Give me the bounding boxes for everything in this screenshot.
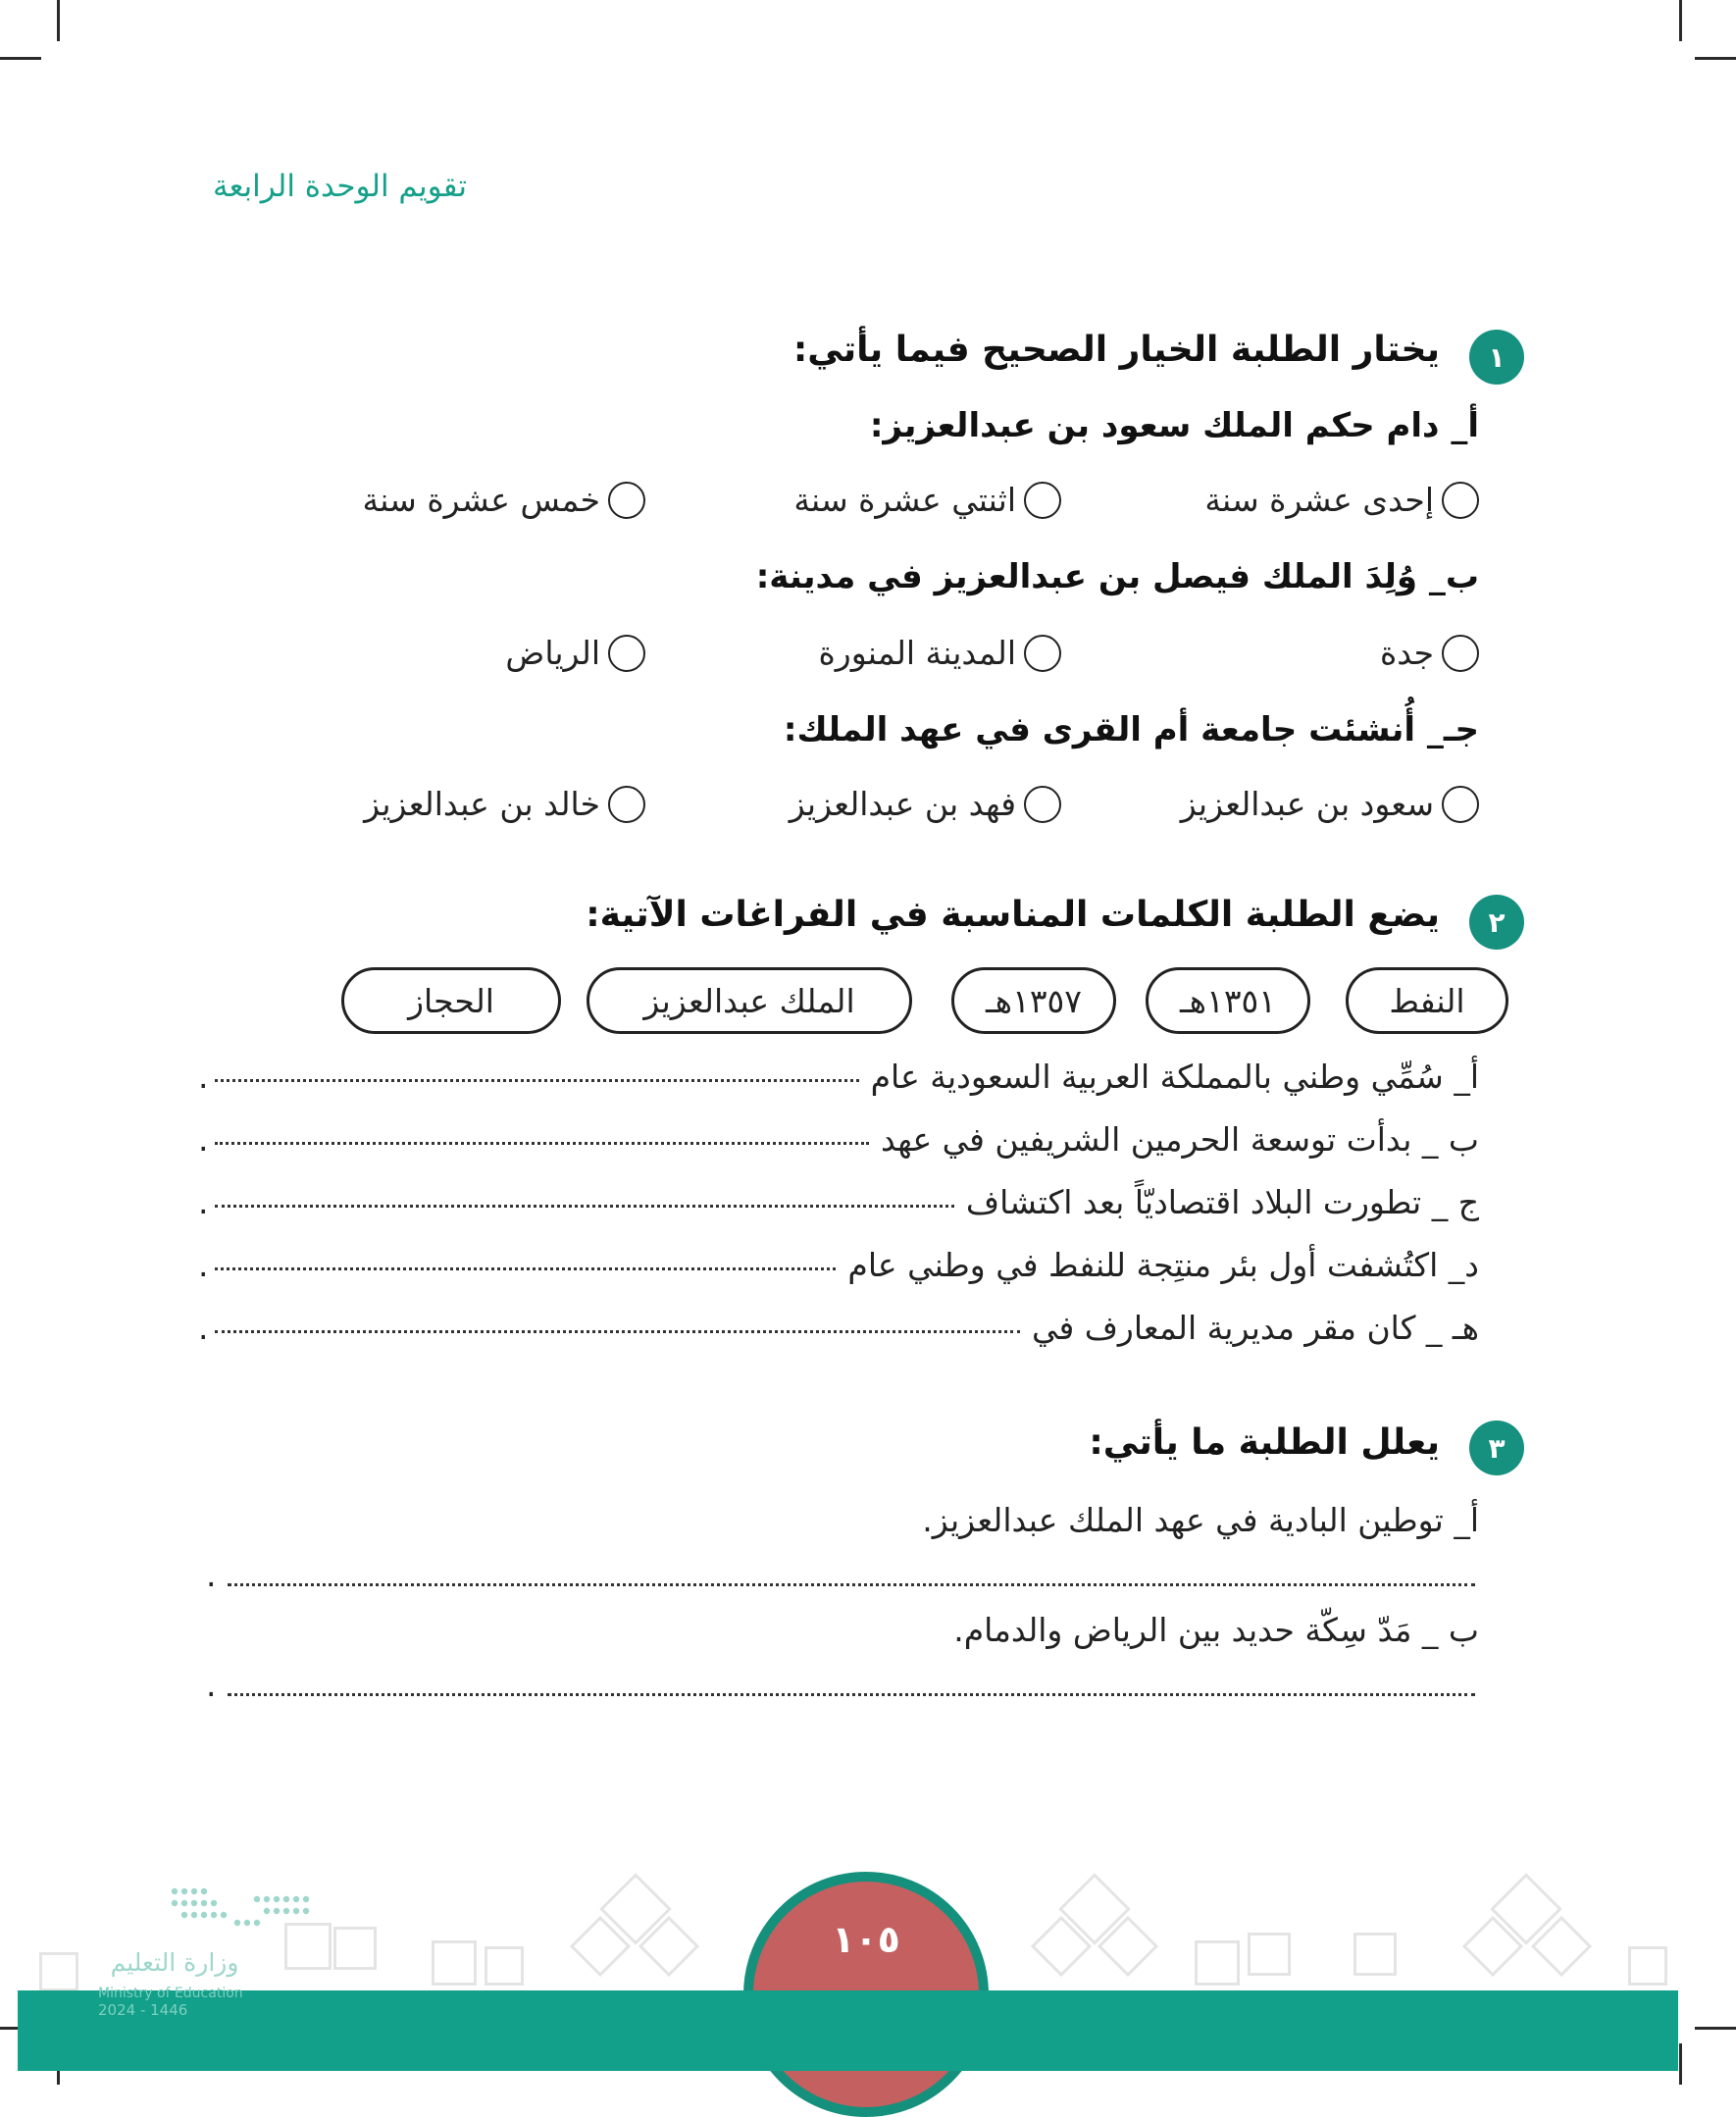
- radio-circle-icon[interactable]: [1024, 635, 1061, 672]
- radio-circle-icon[interactable]: [1024, 482, 1061, 519]
- radio-circle-icon[interactable]: [608, 482, 645, 519]
- answer-line[interactable]: [228, 1583, 1475, 1586]
- option-label: فهد بن عبدالعزيز: [789, 785, 1016, 823]
- fill-blank-b: [198, 1120, 1479, 1159]
- q1b-option-3[interactable]: [505, 634, 645, 672]
- ministry-name-ar: وزارة التعليم: [110, 1948, 239, 1977]
- answer-blank[interactable]: [215, 1142, 869, 1145]
- radio-circle-icon[interactable]: [1442, 482, 1479, 519]
- word-chip[interactable]: النفط: [1346, 967, 1508, 1034]
- end-mark: .: [198, 1309, 209, 1347]
- edition-year: 2024 - 1446: [98, 2001, 188, 2019]
- sentence-text: ب _ بدأت توسعة الحرمين الشريفين في عهد: [880, 1120, 1479, 1159]
- option-label: إحدى عشرة سنة: [1204, 481, 1434, 519]
- ministry-logo-icon: [169, 1884, 318, 1933]
- q1a-option-1[interactable]: [1204, 481, 1479, 519]
- fill-blank-e: [198, 1309, 1479, 1347]
- answer-line[interactable]: [228, 1693, 1475, 1696]
- end-mark: .: [206, 1666, 217, 1704]
- fill-blank-a: [198, 1058, 1479, 1096]
- crop-mark: [1679, 0, 1682, 41]
- question-1-title: يختار الطلبة الخيار الصحيح فيما يأتي:: [792, 330, 1440, 370]
- radio-circle-icon[interactable]: [608, 635, 645, 672]
- answer-blank[interactable]: [215, 1205, 954, 1208]
- radio-circle-icon[interactable]: [1024, 786, 1061, 823]
- word-chip[interactable]: الملك عبدالعزيز: [587, 967, 912, 1034]
- q1a-option-2[interactable]: [793, 481, 1061, 519]
- end-mark: .: [198, 1183, 209, 1221]
- decor-square: [1628, 1946, 1667, 1986]
- answer-blank[interactable]: [215, 1330, 1020, 1333]
- crop-mark: [1695, 57, 1736, 60]
- option-label: المدينة المنورة: [818, 634, 1016, 672]
- fill-blank-d: [198, 1246, 1479, 1284]
- q1c-option-2[interactable]: [790, 785, 1061, 823]
- sentence-text: أ_ سُمِّي وطني بالمملكة العربية السعودية عام: [870, 1058, 1479, 1096]
- word-chip[interactable]: ١٣٥٧هـ: [951, 967, 1116, 1034]
- decor-square: [432, 1940, 477, 1986]
- word-chip[interactable]: الحجاز: [341, 967, 561, 1034]
- option-label: جدة: [1379, 634, 1434, 672]
- ministry-name-en: Ministry of Education: [98, 1986, 243, 2001]
- question-1-number: ١: [1469, 330, 1524, 385]
- question-3-number: ٣: [1469, 1420, 1524, 1475]
- radio-circle-icon[interactable]: [608, 786, 645, 823]
- option-label: الرياض: [505, 634, 600, 672]
- decor-square: [1353, 1933, 1397, 1976]
- option-label: اثنتي عشرة سنة: [793, 481, 1016, 519]
- option-label: خمس عشرة سنة: [362, 481, 600, 519]
- fill-blank-c: [198, 1183, 1479, 1221]
- crop-mark: [0, 57, 41, 60]
- sentence-text: هـ _ كان مقر مديرية المعارف في: [1031, 1309, 1479, 1347]
- word-chip[interactable]: ١٣٥١هـ: [1146, 967, 1310, 1034]
- sentence-text: ج _ تطورت البلاد اقتصاديّاً بعد اكتشاف: [965, 1183, 1479, 1221]
- question-3b-text: ب _ مَدّ سِكّة حديد بين الرياض والدمام.: [953, 1611, 1479, 1649]
- footer-bar: [18, 1990, 1678, 2071]
- question-3a-text: أ_ توطين البادية في عهد الملك عبدالعزيز.: [922, 1501, 1479, 1539]
- q1b-option-1[interactable]: [1380, 634, 1479, 672]
- decor-square: [1195, 1940, 1240, 1986]
- question-3-title: يعلل الطلبة ما يأتي:: [1089, 1422, 1440, 1463]
- question-2-title: يضع الطلبة الكلمات المناسبة في الفراغات الآتية:: [586, 895, 1440, 935]
- q1c-option-3[interactable]: [364, 785, 645, 823]
- question-1b-label: ب_ وُلِدَ الملك فيصل بن عبدالعزيز في مدينة:: [755, 557, 1479, 596]
- end-mark: .: [206, 1556, 217, 1594]
- radio-circle-icon[interactable]: [1442, 635, 1479, 672]
- option-label: خالد بن عبدالعزيز: [364, 785, 600, 823]
- end-mark: .: [198, 1058, 209, 1096]
- end-mark: .: [198, 1120, 209, 1159]
- decor-square: [1248, 1933, 1291, 1976]
- crop-mark: [1695, 2027, 1736, 2030]
- question-2-number: ٢: [1469, 895, 1524, 950]
- end-mark: .: [198, 1246, 209, 1284]
- decor-square: [333, 1927, 377, 1970]
- answer-blank[interactable]: [215, 1079, 859, 1082]
- q1c-option-1[interactable]: [1181, 785, 1479, 823]
- decor-square: [485, 1946, 524, 1986]
- q1b-option-2[interactable]: [819, 634, 1061, 672]
- question-1c-label: جـ_ أُنشئت جامعة أم القرى في عهد الملك:: [783, 710, 1479, 749]
- crop-mark: [57, 0, 60, 41]
- page-number: ١٠٥: [832, 1918, 900, 1961]
- radio-circle-icon[interactable]: [1442, 786, 1479, 823]
- answer-blank[interactable]: [215, 1267, 837, 1270]
- crop-mark: [1679, 2043, 1682, 2085]
- option-label: سعود بن عبدالعزيز: [1180, 785, 1434, 823]
- question-1a-label: أ_ دام حكم الملك سعود بن عبدالعزيز:: [869, 406, 1479, 445]
- sentence-text: د_ اكتُشفت أول بئر منتِجة للنفط في وطني عام: [847, 1246, 1479, 1284]
- decor-square: [39, 1952, 78, 1991]
- q1a-option-3[interactable]: [363, 481, 645, 519]
- unit-review-title: تقويم الوحدة الرابعة: [212, 169, 467, 204]
